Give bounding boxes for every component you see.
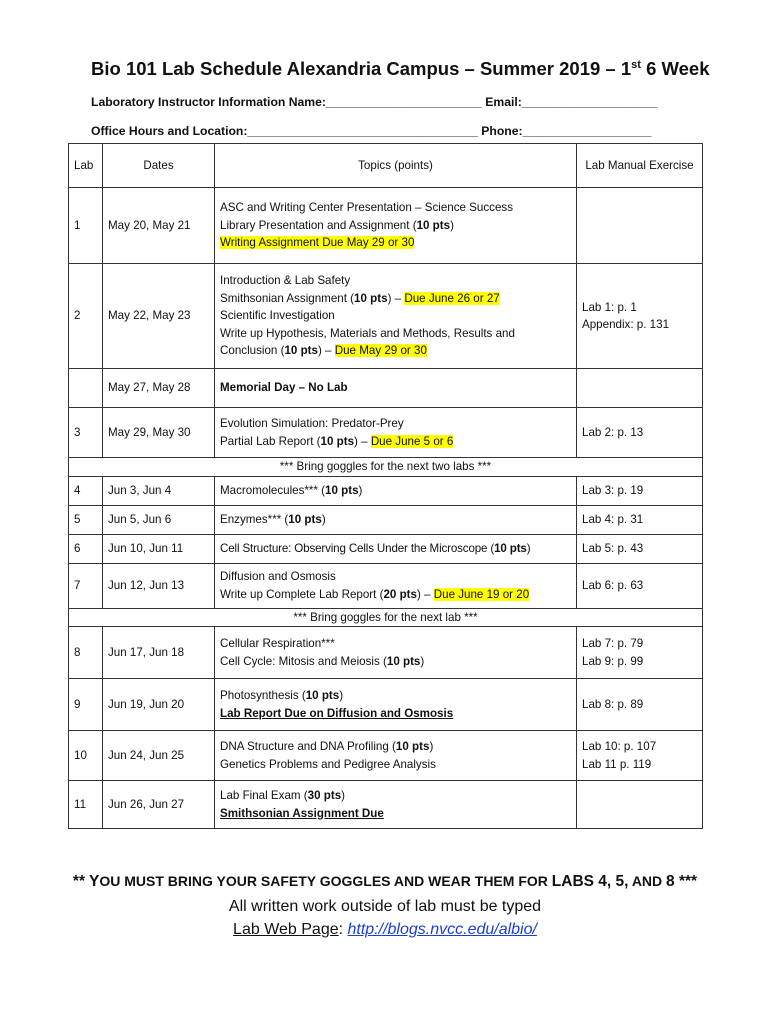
phone-label: Phone: <box>477 124 523 138</box>
email-blank: ____________________ <box>521 95 658 109</box>
topic-text: Photosynthesis ( <box>220 689 306 702</box>
header-dates: Dates <box>103 144 215 188</box>
points: 10 pts <box>494 541 527 555</box>
lab-topics <box>215 188 577 264</box>
lab-number: 5 <box>69 505 103 534</box>
phone-blank: ___________________ <box>522 124 652 138</box>
topic-text: Conclusion ( <box>220 344 285 358</box>
topic-line <box>220 653 571 671</box>
points: 10 pts <box>320 434 355 448</box>
lab-number: 2 <box>69 264 103 369</box>
lab-topics <box>215 264 577 369</box>
lab-manual <box>577 627 703 679</box>
warning-part: LABS 4, 5, <box>551 873 629 890</box>
lab-number: 7 <box>69 563 103 608</box>
title-end: 6 Week <box>640 58 710 79</box>
header-manual: Lab Manual Exercise <box>577 144 703 188</box>
points: 10 pts <box>416 218 451 232</box>
lab-number: 9 <box>69 679 103 731</box>
table-row <box>69 369 703 408</box>
header-topics: Topics (points) <box>215 144 577 188</box>
lab-manual: Lab 4: p. 31 <box>577 505 703 534</box>
table-row <box>69 534 703 563</box>
topic-text: ) <box>358 483 363 497</box>
goggles-note: *** Bring goggles for the next lab *** <box>69 608 703 627</box>
schedule-table <box>68 143 703 829</box>
lab-manual <box>577 188 703 264</box>
goggles-warning <box>0 873 770 891</box>
topic-line: Introduction & Lab Safety <box>220 274 351 288</box>
topic-line: Scientific Investigation <box>220 309 335 323</box>
topic-line <box>220 290 571 308</box>
table-row <box>69 476 703 505</box>
lab-number: 10 <box>69 731 103 781</box>
topic-line: Diffusion and Osmosis <box>220 570 336 583</box>
topic-line <box>220 217 571 235</box>
web-page-line <box>0 921 770 939</box>
typed-work-note: All written work outside of lab must be typed <box>228 898 542 915</box>
topic-line <box>220 787 571 805</box>
topic-text: Lab Final Exam ( <box>220 789 308 802</box>
topic-line: Evolution Simulation: Predator-Prey <box>220 417 404 430</box>
lab-topics <box>215 408 577 458</box>
warning-part: OU MUST BRING YOUR SAFETY GOGGLES AND WEAR THEM FOR <box>99 873 552 889</box>
points: 20 pts <box>383 587 417 601</box>
table-row <box>69 264 703 369</box>
header-lab: Lab <box>69 144 103 188</box>
topic-text: Library Presentation and Assignment ( <box>220 218 417 232</box>
lab-number: 11 <box>69 781 103 829</box>
topic-text: ) <box>420 654 425 668</box>
lab-topics <box>215 781 577 829</box>
goggles-note-row <box>69 608 703 627</box>
lab-manual: Lab 3: p. 19 <box>577 476 703 505</box>
web-page-separator: : <box>338 921 348 938</box>
topic-text: DNA Structure and DNA Profiling ( <box>220 740 396 753</box>
topic-text: ) <box>429 740 434 753</box>
table-row <box>69 731 703 781</box>
title-superscript: st <box>631 58 641 71</box>
topic-line <box>220 234 571 252</box>
topic-text: ) – <box>387 291 405 305</box>
topic-line <box>220 433 571 451</box>
lab-dates: Jun 26, Jun 27 <box>103 781 215 829</box>
lab-manual: Lab 5: p. 43 <box>577 534 703 563</box>
warning-part: 8 *** <box>666 873 698 890</box>
table-row <box>69 627 703 679</box>
name-blank: _______________________ <box>325 95 482 109</box>
lab-manual <box>577 369 703 408</box>
points: 10 pts <box>386 654 421 668</box>
lab-dates: Jun 19, Jun 20 <box>103 679 215 731</box>
lab-dates: May 27, May 28 <box>103 369 215 408</box>
topic-text: Write up Complete Lab Report ( <box>220 587 384 601</box>
manual-line: Lab 1: p. 1 <box>582 300 637 314</box>
due-highlight: Due June 5 or 6 <box>370 434 454 448</box>
lab-topics <box>215 679 577 731</box>
lab-manual: Lab 8: p. 89 <box>577 679 703 731</box>
lab-dates: Jun 24, Jun 25 <box>103 731 215 781</box>
lab-dates: May 29, May 30 <box>103 408 215 458</box>
lab-manual <box>577 781 703 829</box>
warning-part: AND <box>628 873 667 889</box>
topic-text: ) <box>339 689 344 702</box>
instructor-info-line <box>91 95 657 109</box>
topic-text: ) <box>450 218 454 232</box>
topic-line <box>220 738 571 756</box>
topic-text: ) – <box>354 434 371 448</box>
points: 10 pts <box>325 483 359 497</box>
topic-line <box>220 342 571 360</box>
topic-text: ) <box>341 789 346 802</box>
topic-text: Partial Lab Report ( <box>220 434 321 448</box>
lab-number: 4 <box>69 476 103 505</box>
email-label: Email: <box>481 95 522 109</box>
topic-line <box>220 687 571 705</box>
topic-line <box>220 586 571 604</box>
lab-topics <box>215 476 577 505</box>
table-row <box>69 679 703 731</box>
lab-topics <box>215 505 577 534</box>
topic-line: Lab Report Due on Diffusion and Osmosis <box>220 706 454 720</box>
warning-part: ** Y <box>72 873 100 890</box>
manual-line: Lab 9: p. 99 <box>582 654 644 668</box>
lab-number: 8 <box>69 627 103 679</box>
manual-line: Lab 7: p. 79 <box>582 637 644 650</box>
manual-line: Lab 11 p. 119 <box>582 757 652 771</box>
topic-text: ) <box>321 512 326 526</box>
lab-number: 1 <box>69 188 103 264</box>
points: 10 pts <box>305 689 340 702</box>
topic-line: Smithsonian Assignment Due <box>220 806 384 820</box>
table-row <box>69 781 703 829</box>
web-page-label: Lab Web Page <box>233 921 339 938</box>
name-label: Laboratory Instructor Information Name: <box>91 95 326 109</box>
lab-topics <box>215 534 577 563</box>
topic-text: ) – <box>317 344 335 358</box>
topic-line: Cellular Respiration*** <box>220 637 335 650</box>
lab-dates: Jun 10, Jun 11 <box>103 534 215 563</box>
due-highlight: Due May 29 or 30 <box>334 344 427 358</box>
lab-manual <box>577 731 703 781</box>
lab-topics: Memorial Day – No Lab <box>215 369 577 408</box>
topic-text: Macromolecules*** ( <box>220 483 326 497</box>
topic-text: ) – <box>416 587 434 601</box>
goggles-note: *** Bring goggles for the next two labs *** <box>69 458 703 477</box>
points: 30 pts <box>307 789 342 802</box>
lab-topics <box>215 627 577 679</box>
lab-dates: Jun 3, Jun 4 <box>103 476 215 505</box>
due-highlight: Due June 26 or 27 <box>404 291 500 305</box>
lab-topics <box>215 563 577 608</box>
lab-manual <box>577 264 703 369</box>
lab-dates: Jun 5, Jun 6 <box>103 505 215 534</box>
goggles-note-row <box>69 458 703 477</box>
lab-dates: Jun 12, Jun 13 <box>103 563 215 608</box>
manual-line: Appendix: p. 131 <box>582 318 670 331</box>
lab-number: 6 <box>69 534 103 563</box>
lab-topics <box>215 731 577 781</box>
lab-dates: May 22, May 23 <box>103 264 215 369</box>
lab-number <box>69 369 103 408</box>
topic-text: ) <box>526 541 531 555</box>
due-highlight: Due June 19 or 20 <box>433 587 530 601</box>
web-page-link[interactable]: http://blogs.nvcc.edu/albio/ <box>347 921 537 938</box>
lab-manual: Lab 2: p. 13 <box>577 408 703 458</box>
points: 10 pts <box>354 291 388 305</box>
lab-manual: Lab 6: p. 63 <box>577 563 703 608</box>
table-row <box>69 563 703 608</box>
office-blank: __________________________________ <box>247 124 478 138</box>
lab-number: 3 <box>69 408 103 458</box>
topic-text: Enzymes*** ( <box>220 512 289 526</box>
points: 10 pts <box>395 740 430 753</box>
lab-dates: Jun 17, Jun 18 <box>103 627 215 679</box>
due-highlight: Writing Assignment Due May 29 or 30 <box>220 236 415 250</box>
table-header-row <box>69 144 703 188</box>
office-label: Office Hours and Location: <box>91 124 248 138</box>
table-row <box>69 505 703 534</box>
lab-dates: May 20, May 21 <box>103 188 215 264</box>
topic-text: Cell Structure: Observing Cells Under the Microscope ( <box>220 541 495 555</box>
topic-line: ASC and Writing Center Presentation – Science Success <box>220 201 513 215</box>
page-title <box>91 58 710 80</box>
table-row <box>69 408 703 458</box>
topic-text: Cell Cycle: Mitosis and Meiosis ( <box>220 654 387 668</box>
manual-line: Lab 10: p. 107 <box>582 740 657 753</box>
points: 10 pts <box>288 512 322 526</box>
office-info-line <box>91 124 651 138</box>
topic-text: Smithsonian Assignment ( <box>220 291 355 305</box>
title-text: Bio 101 Lab Schedule Alexandria Campus – Summer 2019 – 1 <box>91 58 632 79</box>
topic-line: Write up Hypothesis, Materials and Methods, Results and <box>220 326 515 340</box>
table-row <box>69 188 703 264</box>
topic-line: Genetics Problems and Pedigree Analysis <box>220 757 436 771</box>
points: 10 pts <box>284 344 318 358</box>
